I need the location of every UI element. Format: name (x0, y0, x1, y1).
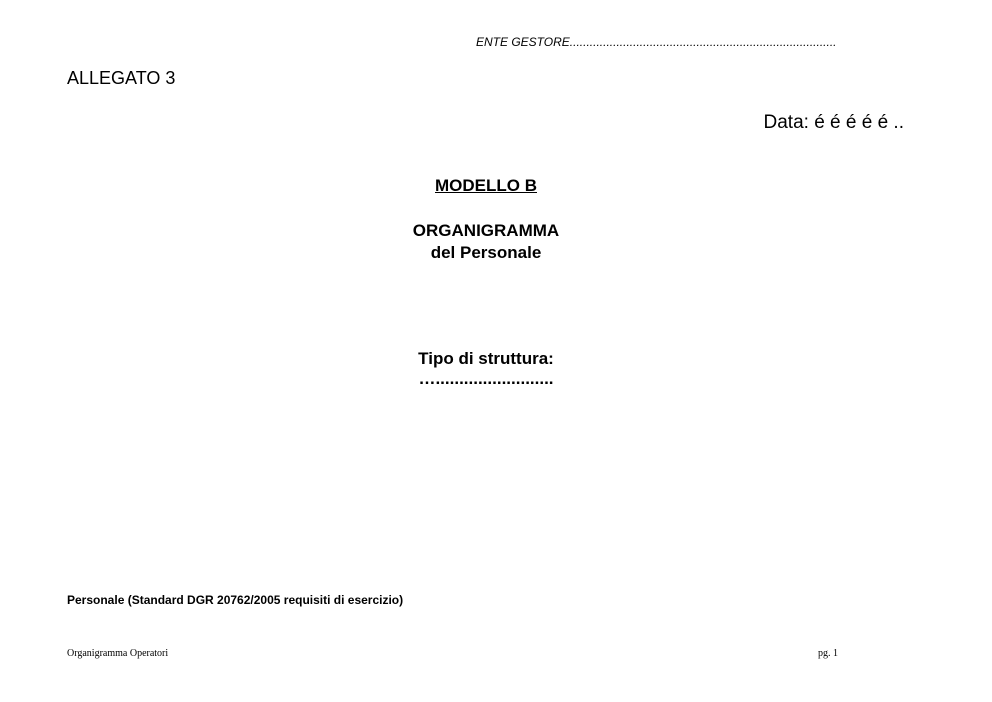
footer-title: Organigramma Operatori (67, 648, 169, 659)
page-number: pg. 1 (818, 648, 838, 659)
allegato-label: ALLEGATO 3 (67, 68, 176, 88)
ente-gestore-line: ENTE GESTORE................................................................................ (476, 35, 837, 49)
personale-heading: Personale (Standard DGR 20762/2005 requisiti di esercizio) (67, 593, 404, 607)
structure-type-label: Tipo di struttura: (418, 349, 554, 368)
date-line: Data: é é é é é .. (763, 112, 904, 133)
structure-type-value: …......................... (418, 369, 554, 388)
structure-type-block (0, 349, 972, 389)
subtitle-line-1: ORGANIGRAMMA (412, 221, 560, 240)
subtitle-line-2: del Personale (430, 243, 542, 262)
document-title: MODELLO B (435, 176, 537, 195)
document-subtitle (0, 220, 972, 264)
